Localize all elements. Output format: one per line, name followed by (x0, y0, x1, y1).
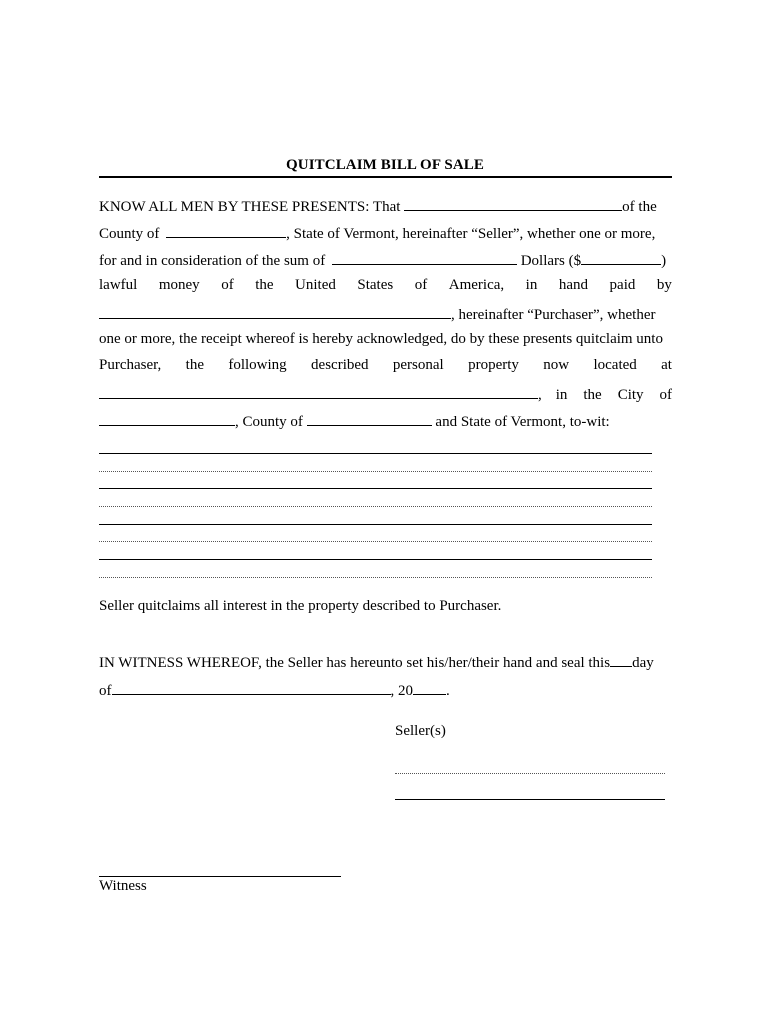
of-text: of (99, 683, 112, 699)
amount-words-field[interactable] (332, 250, 517, 265)
seller-signature-line-2[interactable] (395, 799, 665, 800)
line-lawful-money (99, 277, 672, 294)
word: of (659, 387, 672, 403)
county-of-text: County of (99, 226, 160, 242)
purchaser-name-field[interactable] (99, 304, 451, 319)
year-field[interactable] (413, 680, 446, 695)
word: States (357, 277, 394, 293)
description-line-4[interactable] (99, 506, 652, 507)
month-field[interactable] (112, 680, 391, 695)
word: in (555, 387, 568, 403)
word: in (525, 277, 538, 293)
property-location-field[interactable] (99, 384, 538, 399)
quitclaim-statement: Seller quitclaims all interest in the property described to Purchaser. (99, 598, 502, 614)
description-line-2[interactable] (99, 471, 652, 472)
day-field[interactable] (610, 652, 632, 667)
consideration-text: for and in consideration of the sum of (99, 253, 326, 269)
word: money (158, 277, 200, 293)
word: City (617, 387, 644, 403)
receipt-text: one or more, the receipt whereof is hereby acknowledged, do by these presents quitclaim unto (99, 331, 663, 347)
word: property (468, 357, 519, 373)
document-title: QUITCLAIM BILL OF SALE (286, 157, 484, 173)
word: personal (392, 357, 444, 373)
county-of-2-text: , County of (235, 414, 303, 430)
word: America, (448, 277, 505, 293)
state-seller-text: , State of Vermont, hereinafter “Seller”, whether one or more, (286, 226, 656, 242)
dollars-text: Dollars ($ (520, 253, 582, 269)
line-witness-whereof (99, 652, 672, 672)
year-prefix-text: , 20 (390, 683, 413, 699)
word: hand (558, 277, 589, 293)
word: lawful (99, 277, 138, 293)
close-paren-text: ) (661, 253, 667, 269)
line-following-property (99, 357, 672, 374)
state-vermont-text: and State of Vermont, to-wit: (435, 414, 610, 430)
description-line-3[interactable] (99, 488, 652, 489)
line-receipt (99, 331, 672, 348)
sellers-label: Seller(s) (395, 723, 446, 739)
property-county-field[interactable] (307, 411, 432, 426)
description-line-6[interactable] (99, 541, 652, 542)
witness-label: Witness (99, 878, 147, 894)
word: Purchaser, (99, 357, 162, 373)
of-the-text: of the (622, 199, 657, 215)
word: the (583, 387, 602, 403)
purchaser-text: , hereinafter “Purchaser”, whether (451, 307, 656, 323)
title-rule (99, 176, 672, 178)
word: located (593, 357, 637, 373)
word: of (221, 277, 234, 293)
line-location (99, 384, 672, 404)
line-city-county (99, 411, 672, 431)
period-text: . (446, 683, 450, 699)
word: now (543, 357, 570, 373)
line-date (99, 680, 672, 700)
seller-signature-line-1[interactable] (395, 773, 665, 774)
word: of (414, 277, 428, 293)
witness-signature-line[interactable] (99, 876, 341, 877)
amount-numeric-field[interactable] (581, 250, 661, 265)
word: the (255, 277, 274, 293)
word: described (311, 357, 369, 373)
intro-text: KNOW ALL MEN BY THESE PRESENTS: That (99, 199, 401, 215)
word: by (656, 277, 672, 293)
seller-county-field[interactable] (166, 223, 286, 238)
word: following (228, 357, 287, 373)
line-county (99, 223, 672, 243)
city-field[interactable] (99, 411, 235, 426)
witness-whereof-text: IN WITNESS WHEREOF, the Seller has hereunto set his/her/their hand and seal this (99, 655, 611, 671)
line-consideration (99, 250, 672, 270)
day-text: day (632, 655, 654, 671)
description-line-5[interactable] (99, 524, 652, 525)
line-know-all-men (99, 196, 672, 216)
description-line-7[interactable] (99, 559, 652, 560)
word: paid (609, 277, 636, 293)
description-line-8[interactable] (99, 577, 652, 578)
line-purchaser (99, 304, 672, 324)
word: at (661, 357, 672, 373)
comma-text: , (538, 387, 542, 403)
word: United (295, 277, 336, 293)
seller-name-field[interactable] (404, 196, 622, 211)
word: the (185, 357, 204, 373)
description-line-1[interactable] (99, 453, 652, 454)
